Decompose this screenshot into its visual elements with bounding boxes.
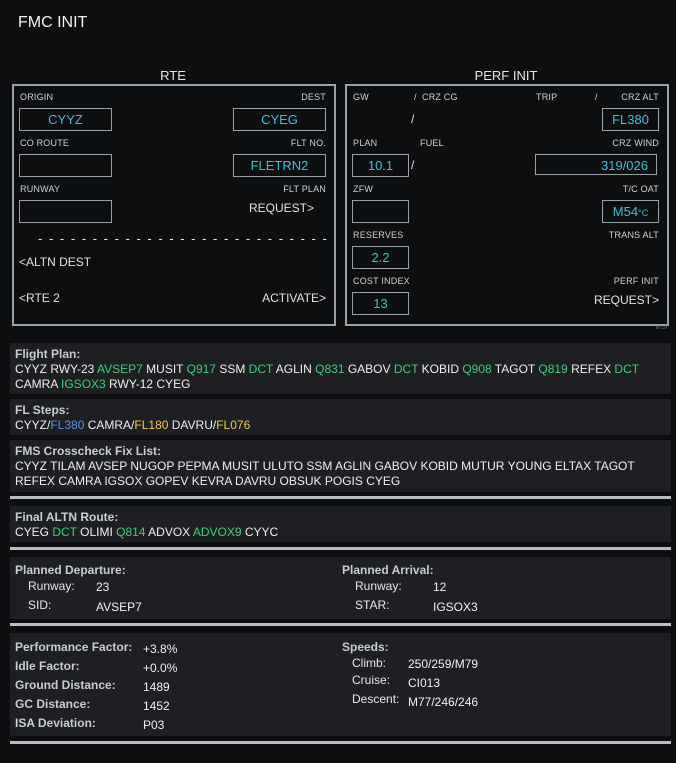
fl-steps-header: FL Steps:: [15, 403, 70, 417]
section-divider: [10, 623, 671, 626]
crosscheck-panel: [10, 440, 671, 492]
route-token: DCT: [52, 525, 77, 539]
fuel-label: FUEL: [420, 138, 444, 148]
rte-title: RTE: [160, 68, 186, 83]
altn-route: [15, 525, 666, 540]
route-token: MUSIT: [142, 362, 187, 376]
rte2-button[interactable]: <RTE 2: [19, 291, 60, 305]
reserves-label: RESERVES: [353, 230, 404, 240]
route-token: GABOV: [344, 362, 394, 376]
app-title: FMC INIT: [18, 14, 88, 31]
perf-factor-label: Performance Factor:: [15, 640, 133, 654]
perf-init-label: PERF INIT: [613, 276, 659, 286]
route-token: Q814: [116, 525, 146, 539]
fl-steps-list: [15, 418, 666, 433]
crz-alt-field[interactable]: FL380: [602, 108, 659, 131]
trans-alt-label: TRANS ALT: [608, 230, 659, 240]
fl-steps-panel: [10, 399, 671, 435]
flt-no-field[interactable]: FLETRN2: [233, 154, 326, 177]
route-token: CAMRA: [15, 377, 62, 391]
gc-distance-value: 1452: [143, 699, 170, 713]
altn-dest-button[interactable]: <ALTN DEST: [19, 255, 92, 269]
flight-plan-panel: [10, 343, 671, 394]
cost-index-label: COST INDEX: [353, 276, 410, 286]
flt-plan-request-button[interactable]: REQUEST>: [248, 201, 314, 215]
arr-runway-label: Runway:: [355, 579, 402, 593]
climb-value: 250/259/M79: [408, 657, 479, 671]
route-token: REFEX: [567, 362, 615, 376]
plan-fuel-field[interactable]: 10.1: [352, 154, 409, 177]
tc-oat-field[interactable]: [602, 200, 659, 223]
plan-slash: /: [411, 158, 415, 172]
star-value: IGSOX3: [433, 600, 478, 614]
dest-field[interactable]: CYEG: [233, 108, 326, 131]
tc-oat-unit: °C: [638, 208, 649, 218]
route-token: CYEG: [15, 525, 53, 539]
perf-init-request-button[interactable]: REQUEST>: [593, 293, 659, 307]
plan-label: PLAN: [353, 138, 378, 148]
route-token: CYYZ RWY-23: [15, 362, 98, 376]
tc-oat-value: M54: [612, 204, 639, 219]
route-token: CYYZ/: [15, 418, 51, 432]
ground-distance-label: Ground Distance:: [15, 678, 116, 692]
arrival-header: Planned Arrival:: [342, 563, 434, 577]
route-token: FL380: [50, 418, 85, 432]
route-token: Q908: [462, 362, 492, 376]
origin-field[interactable]: CYYZ: [19, 108, 112, 131]
reserves-field[interactable]: 2.2: [352, 246, 409, 269]
crz-wind-field[interactable]: 319/026: [535, 154, 657, 175]
speeds-header: Speeds:: [342, 640, 389, 654]
flt-no-label: FLT NO.: [290, 138, 326, 148]
crz-alt-label: CRZ ALT: [621, 92, 659, 102]
route-token: TAGOT: [491, 362, 539, 376]
route-token: Q819: [538, 362, 568, 376]
idle-factor-value: +0.0%: [143, 661, 178, 675]
zfw-label: ZFW: [353, 184, 374, 194]
altn-route-header: Final ALTN Route:: [15, 510, 119, 524]
cost-index-field[interactable]: 13: [352, 292, 409, 315]
crz-wind-label: CRZ WIND: [612, 138, 659, 148]
crz-cg-label: CRZ CG: [422, 92, 458, 102]
route-token: SSM: [215, 362, 249, 376]
isa-deviation-value: P03: [143, 718, 165, 732]
route-token: AVSEP7: [97, 362, 143, 376]
dep-runway-label: Runway:: [28, 579, 75, 593]
rte-page: [12, 84, 336, 326]
gw-slash-label: /: [414, 92, 417, 102]
descent-label: Descent:: [352, 692, 400, 706]
cruise-value: CI013: [408, 676, 441, 690]
route-token: CAMRA/: [84, 418, 135, 432]
perf-factor-value: +3.8%: [143, 642, 178, 656]
trip-label: TRIP: [536, 92, 558, 102]
departure-header: Planned Departure:: [15, 563, 126, 577]
route-token: DCT: [393, 362, 419, 376]
runway-field[interactable]: [19, 200, 112, 223]
altn-route-panel: [10, 506, 671, 542]
activate-button[interactable]: ACTIVATE>: [262, 291, 326, 305]
route-token: DAVRU/: [168, 418, 217, 432]
co-route-label: CO ROUTE: [20, 138, 70, 148]
route-token: OLIMI: [76, 525, 117, 539]
flight-plan-header: Flight Plan:: [15, 347, 81, 361]
route-token: DCT: [614, 362, 639, 376]
sid-value: AVSEP7: [96, 600, 142, 614]
route-token: IGSOX3: [61, 377, 106, 391]
idle-factor-label: Idle Factor:: [15, 659, 80, 673]
route-token: CYYC: [241, 525, 279, 539]
route-token: FL180: [134, 418, 169, 432]
zfw-field[interactable]: [352, 200, 409, 223]
section-divider: [10, 496, 671, 499]
route-token: AGLIN: [273, 362, 316, 376]
runway-label: RUNWAY: [20, 184, 61, 194]
section-divider: [10, 547, 671, 550]
model-tag: B737: [656, 325, 668, 331]
route-token: DCT: [248, 362, 274, 376]
star-label: STAR:: [355, 598, 390, 612]
dep-runway-value: 23: [96, 580, 110, 594]
gw-label: GW: [353, 92, 369, 102]
trip-slash-label: /: [595, 92, 598, 102]
route-token: Q831: [315, 362, 345, 376]
rte-divider: - - - - - - - - - - - - - - - - - - - - - - - - - - -: [38, 231, 329, 246]
route-token: RWY-12 CYEG: [105, 377, 191, 391]
route-token: KOBID: [418, 362, 463, 376]
perf-init-page: [345, 84, 669, 326]
gc-distance-label: GC Distance:: [15, 697, 91, 711]
flt-plan-label: FLT PLAN: [283, 184, 326, 194]
cruise-label: Cruise:: [352, 673, 391, 687]
dest-label: DEST: [301, 92, 326, 102]
ground-distance-value: 1489: [143, 680, 170, 694]
route-token: ADVOX: [145, 525, 193, 539]
arr-runway-value: 12: [433, 580, 447, 594]
route-token: Q917: [186, 362, 216, 376]
route-token: FL076: [216, 418, 251, 432]
gw-slash: /: [411, 112, 415, 126]
origin-label: ORIGIN: [20, 92, 54, 102]
perf-init-title: PERF INIT: [474, 68, 538, 83]
crosscheck-list: CYYZ TILAM AVSEP NUGOP PEPMA MUSIT ULUTO SSM AGLIN GABOV KOBID MUTUR YOUNG ELTAX TAGOT REFEX CAMRA IGSOX GOPEV KEVRA DAVRU OBSUK POGIS CYEG: [15, 459, 635, 488]
flight-plan-route: [15, 362, 666, 392]
section-divider: [10, 741, 671, 744]
climb-label: Climb:: [352, 656, 387, 670]
sid-label: SID:: [28, 598, 52, 612]
descent-value: M77/246/246: [408, 695, 479, 709]
crosscheck-header: FMS Crosscheck Fix List:: [15, 444, 162, 458]
co-route-field[interactable]: [19, 154, 112, 177]
route-token: ADVOX9: [192, 525, 242, 539]
tc-oat-label: T/C OAT: [622, 184, 659, 194]
isa-deviation-label: ISA Deviation:: [15, 716, 96, 730]
